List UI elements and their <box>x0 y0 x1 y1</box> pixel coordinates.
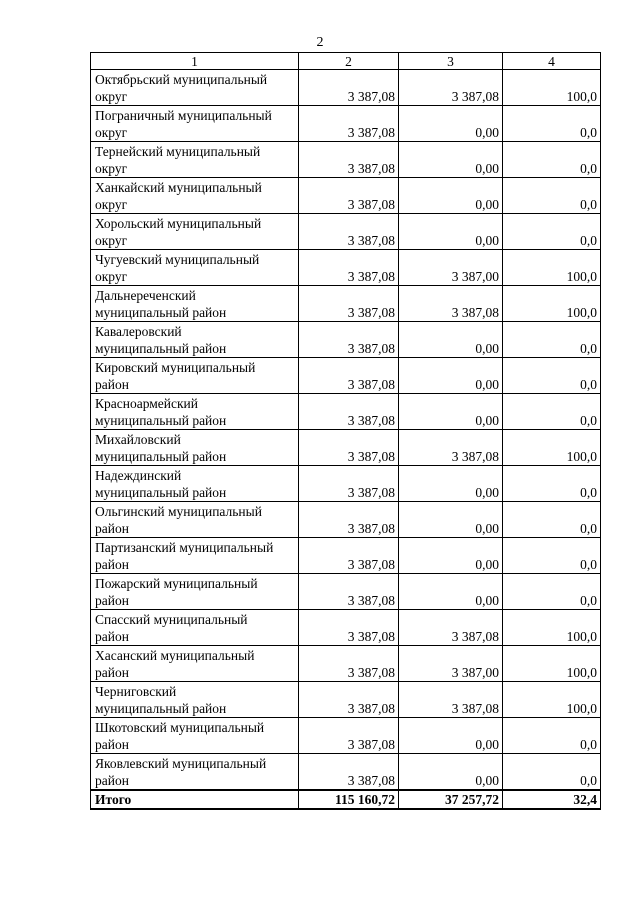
district-name-line1: Дальнереченский <box>95 288 196 303</box>
district-name-line1: Кировский муниципальный <box>95 360 256 375</box>
total-value-col2: 115 160,72 <box>299 790 399 809</box>
table-row <box>91 502 601 538</box>
value-cell-col2: 3 387,08 <box>299 610 399 646</box>
header-row <box>91 53 601 70</box>
district-name-line1: Тернейский муниципальный <box>95 144 261 159</box>
district-name-line2: муниципальный район <box>95 341 227 356</box>
district-name-line2: муниципальный район <box>95 485 227 500</box>
district-name-line1: Красноармейский <box>95 396 199 411</box>
value-cell-col2: 3 387,08 <box>299 574 399 610</box>
header-cell-2: 2 <box>299 53 399 70</box>
total-value-col3: 37 257,72 <box>399 790 503 809</box>
district-name-line2: район <box>95 593 129 608</box>
value-cell-col3: 0,00 <box>399 394 503 430</box>
value-cell-col4: 0,0 <box>503 502 601 538</box>
table-row <box>91 646 601 682</box>
district-name-line2: район <box>95 629 129 644</box>
page-number: 2 <box>316 35 324 50</box>
table-row <box>91 610 601 646</box>
district-name-line2: район <box>95 665 129 680</box>
table-row <box>91 70 601 106</box>
table-row <box>91 106 601 142</box>
value-cell-col3: 0,00 <box>399 142 503 178</box>
table-row <box>91 394 601 430</box>
value-cell-col4: 0,0 <box>503 394 601 430</box>
district-name-cell <box>91 70 299 106</box>
value-cell-col3: 3 387,08 <box>399 610 503 646</box>
table-row <box>91 574 601 610</box>
value-cell-col3: 3 387,08 <box>399 286 503 322</box>
value-cell-col4: 0,0 <box>503 538 601 574</box>
district-name-line1: Михайловский <box>95 432 181 447</box>
value-cell-col2: 3 387,08 <box>299 682 399 718</box>
value-cell-col2: 3 387,08 <box>299 754 399 791</box>
value-cell-col2: 3 387,08 <box>299 178 399 214</box>
district-name-cell <box>91 754 299 791</box>
value-cell-col3: 3 387,08 <box>399 430 503 466</box>
district-name-cell <box>91 574 299 610</box>
district-name-line1: Октябрьский муниципальный <box>95 72 268 87</box>
district-name-line2: район <box>95 737 129 752</box>
value-cell-col3: 0,00 <box>399 502 503 538</box>
district-name-line1: Чугуевский муниципальный <box>95 252 260 267</box>
value-cell-col2: 3 387,08 <box>299 70 399 106</box>
district-name-cell <box>91 430 299 466</box>
value-cell-col3: 0,00 <box>399 754 503 791</box>
table-row <box>91 178 601 214</box>
district-name-line1: Черниговский <box>95 684 177 699</box>
value-cell-col4: 0,0 <box>503 718 601 754</box>
district-name-line2: район <box>95 377 129 392</box>
district-name-line1: Пожарский муниципальный <box>95 576 258 591</box>
district-name-line1: Хасанский муниципальный <box>95 648 255 663</box>
value-cell-col2: 3 387,08 <box>299 430 399 466</box>
table-row <box>91 322 601 358</box>
district-name-cell <box>91 718 299 754</box>
district-name-cell <box>91 358 299 394</box>
value-cell-col2: 3 387,08 <box>299 538 399 574</box>
value-cell-col2: 3 387,08 <box>299 646 399 682</box>
district-name-line2: район <box>95 557 129 572</box>
district-name-line2: округ <box>95 161 128 176</box>
value-cell-col4: 0,0 <box>503 358 601 394</box>
district-name-line2: район <box>95 773 129 788</box>
district-name-cell <box>91 286 299 322</box>
header-cell-1: 1 <box>91 53 299 70</box>
value-cell-col4: 0,0 <box>503 574 601 610</box>
value-cell-col4: 0,0 <box>503 178 601 214</box>
district-name-cell <box>91 502 299 538</box>
district-name-cell <box>91 178 299 214</box>
value-cell-col3: 0,00 <box>399 574 503 610</box>
district-name-cell <box>91 538 299 574</box>
value-cell-col2: 3 387,08 <box>299 142 399 178</box>
table-row <box>91 142 601 178</box>
header-cell-4: 4 <box>503 53 601 70</box>
district-name-line2: округ <box>95 125 128 140</box>
value-cell-col2: 3 387,08 <box>299 718 399 754</box>
district-name-line2: район <box>95 521 129 536</box>
district-name-cell <box>91 142 299 178</box>
table-row <box>91 286 601 322</box>
district-name-line2: округ <box>95 89 128 104</box>
district-name-line2: муниципальный район <box>95 701 227 716</box>
district-name-line1: Кавалеровский <box>95 324 182 339</box>
district-name-line1: Пограничный муниципальный <box>95 108 272 123</box>
district-name-line1: Ольгинский муниципальный <box>95 504 262 519</box>
value-cell-col3: 0,00 <box>399 466 503 502</box>
value-cell-col2: 3 387,08 <box>299 466 399 502</box>
district-name-line2: муниципальный район <box>95 413 227 428</box>
value-cell-col3: 0,00 <box>399 214 503 250</box>
value-cell-col4: 0,0 <box>503 466 601 502</box>
header-cell-3: 3 <box>399 53 503 70</box>
value-cell-col3: 0,00 <box>399 718 503 754</box>
district-name-line1: Хорольский муниципальный <box>95 216 262 231</box>
district-name-cell <box>91 394 299 430</box>
district-name-line2: муниципальный район <box>95 305 227 320</box>
value-cell-col4: 100,0 <box>503 70 601 106</box>
value-cell-col3: 3 387,00 <box>399 646 503 682</box>
value-cell-col2: 3 387,08 <box>299 214 399 250</box>
district-name-line2: муниципальный район <box>95 449 227 464</box>
value-cell-col4: 0,0 <box>503 214 601 250</box>
value-cell-col4: 100,0 <box>503 430 601 466</box>
table-row <box>91 250 601 286</box>
district-name-cell <box>91 250 299 286</box>
value-cell-col3: 3 387,08 <box>399 70 503 106</box>
total-value-col4: 32,4 <box>503 790 601 809</box>
table-row <box>91 754 601 791</box>
district-name-line1: Партизанский муниципальный <box>95 540 274 555</box>
district-name-cell <box>91 646 299 682</box>
value-cell-col4: 0,0 <box>503 142 601 178</box>
district-name-line2: округ <box>95 197 128 212</box>
table-row <box>91 214 601 250</box>
district-name-line2: округ <box>95 233 128 248</box>
value-cell-col3: 0,00 <box>399 538 503 574</box>
total-label: Итого <box>91 790 299 809</box>
value-cell-col2: 3 387,08 <box>299 286 399 322</box>
district-name-line1: Ханкайский муниципальный <box>95 180 262 195</box>
value-cell-col2: 3 387,08 <box>299 394 399 430</box>
value-cell-col4: 100,0 <box>503 646 601 682</box>
value-cell-col2: 3 387,08 <box>299 106 399 142</box>
value-cell-col3: 0,00 <box>399 322 503 358</box>
district-name-cell <box>91 214 299 250</box>
district-name-line1: Шкотовский муниципальный <box>95 720 265 735</box>
value-cell-col3: 3 387,00 <box>399 250 503 286</box>
district-name-line1: Яковлевский муниципальный <box>95 756 267 771</box>
value-cell-col2: 3 387,08 <box>299 358 399 394</box>
district-name-line2: округ <box>95 269 128 284</box>
value-cell-col4: 0,0 <box>503 106 601 142</box>
value-cell-col2: 3 387,08 <box>299 502 399 538</box>
district-name-cell <box>91 466 299 502</box>
district-name-cell <box>91 106 299 142</box>
district-name-line1: Надеждинский <box>95 468 182 483</box>
value-cell-col4: 100,0 <box>503 250 601 286</box>
value-cell-col2: 3 387,08 <box>299 250 399 286</box>
table-row <box>91 718 601 754</box>
value-cell-col4: 0,0 <box>503 754 601 791</box>
district-name-cell <box>91 322 299 358</box>
district-name-cell <box>91 682 299 718</box>
table-row <box>91 466 601 502</box>
table-row <box>91 358 601 394</box>
total-row <box>91 790 601 809</box>
district-name-cell <box>91 610 299 646</box>
value-cell-col4: 100,0 <box>503 610 601 646</box>
table-row <box>91 430 601 466</box>
value-cell-col3: 0,00 <box>399 178 503 214</box>
table-row <box>91 538 601 574</box>
value-cell-col3: 0,00 <box>399 358 503 394</box>
value-cell-col4: 100,0 <box>503 286 601 322</box>
value-cell-col4: 0,0 <box>503 322 601 358</box>
value-cell-col2: 3 387,08 <box>299 322 399 358</box>
data-table <box>90 52 601 810</box>
value-cell-col3: 3 387,08 <box>399 682 503 718</box>
value-cell-col4: 100,0 <box>503 682 601 718</box>
table-row <box>91 682 601 718</box>
value-cell-col3: 0,00 <box>399 106 503 142</box>
district-name-line1: Спасский муниципальный <box>95 612 248 627</box>
